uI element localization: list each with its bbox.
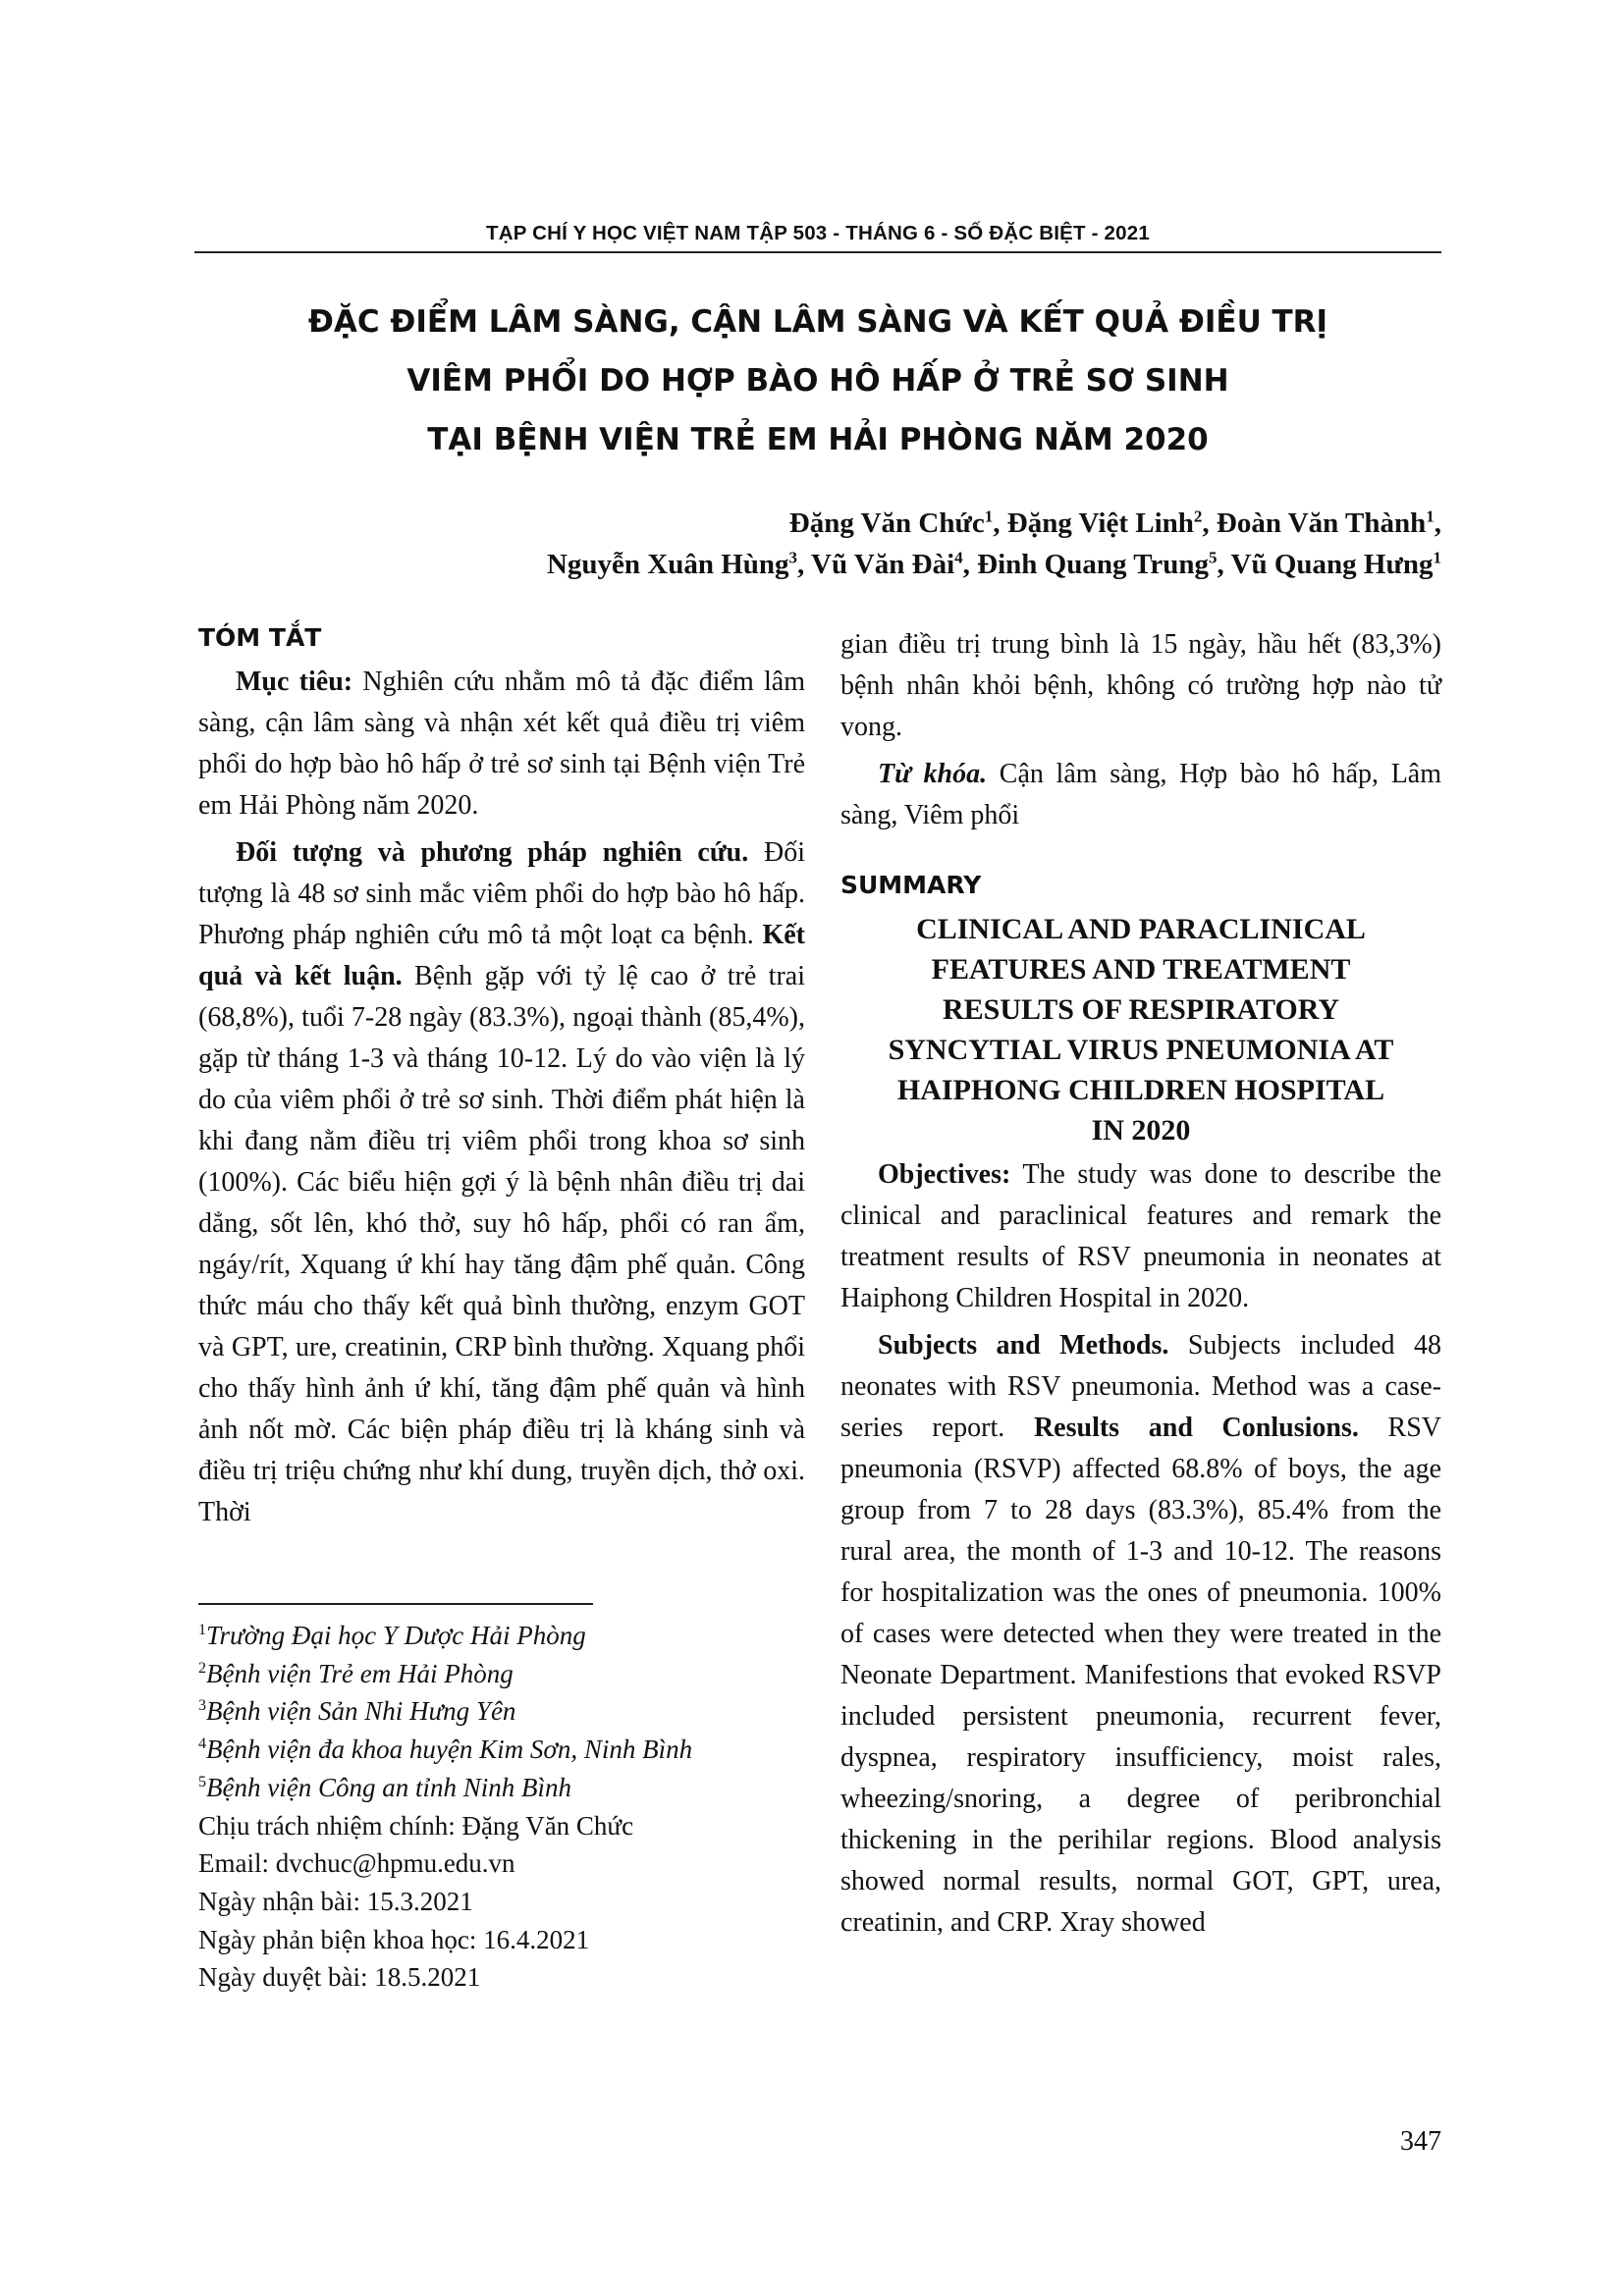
right-column bbox=[840, 624, 1441, 1944]
author-separator: , bbox=[993, 507, 1007, 539]
author-affiliation-mark: 1 bbox=[984, 507, 994, 526]
english-title-line: SYNCYTIAL VIRUS PNEUMONIA AT bbox=[888, 1034, 1394, 1066]
author-line bbox=[547, 503, 1441, 544]
english-title-line: IN 2020 bbox=[1091, 1114, 1191, 1147]
review-date: Ngày phản biện khoa học: 16.4.2021 bbox=[198, 1924, 590, 1954]
objectives-text: The study was done to describe the clinical and paraclinical features and remark the treatment results of RSV pneumonia in neonates at Haiphong Children Hospital in 2020. bbox=[840, 1159, 1441, 1313]
author-name: Đinh Quang Trung bbox=[977, 549, 1210, 580]
english-title-line: RESULTS OF RESPIRATORY bbox=[942, 993, 1340, 1026]
objectives-paragraph bbox=[840, 1154, 1441, 1319]
objective-label: Mục tiêu: bbox=[236, 667, 353, 697]
abstract-vietnamese bbox=[198, 622, 805, 1533]
english-title bbox=[840, 909, 1441, 1150]
affiliation-number: 4 bbox=[198, 1735, 206, 1753]
author-affiliation-mark: 1 bbox=[1433, 548, 1441, 567]
author-separator: , bbox=[1434, 507, 1441, 539]
author-affiliation-mark: 1 bbox=[1426, 507, 1435, 526]
summary-heading: SUMMARY bbox=[840, 871, 982, 899]
objective-paragraph bbox=[198, 662, 805, 827]
author-separator: , bbox=[797, 549, 812, 580]
affiliation-number: 2 bbox=[198, 1659, 206, 1677]
author-name: Vũ Văn Đài bbox=[811, 549, 955, 580]
author-affiliation-mark: 5 bbox=[1209, 548, 1218, 567]
accepted-date: Ngày duyệt bài: 18.5.2021 bbox=[198, 1962, 481, 1993]
footnote-rule bbox=[198, 1603, 593, 1605]
affiliation-number: 5 bbox=[198, 1773, 206, 1790]
running-header: TẠP CHÍ Y HỌC VIỆT NAM TẬP 503 - THÁNG 6 - SỐ ĐẶC BIỆT - 2021 bbox=[486, 222, 1150, 244]
affiliation-footnote bbox=[198, 1617, 805, 1655]
author-name: Đặng Văn Chức bbox=[788, 507, 985, 539]
author-name: Đặng Việt Linh bbox=[1006, 507, 1194, 539]
subjects-methods-text: Subjects included 48 neonates with RSV pneumonia. Method was a case-series report. bbox=[840, 1330, 1442, 1443]
affiliation-number: 3 bbox=[198, 1697, 206, 1715]
affiliation-name: Trường Đại học Y Dược Hải Phòng bbox=[206, 1621, 586, 1650]
author-name: Vũ Quang Hưng bbox=[1230, 549, 1434, 580]
affiliation-footnote bbox=[198, 1731, 805, 1769]
title-line: ĐẶC ĐIỂM LÂM SÀNG, CẬN LÂM SÀNG VÀ KẾT QUẢ ĐIỀU TRỊ bbox=[307, 304, 1328, 340]
affiliation-name: Bệnh viện Sản Nhi Hưng Yên bbox=[206, 1696, 516, 1727]
email-line: Email: dvchuc@hpmu.edu.vn bbox=[198, 1848, 515, 1879]
methods-results-paragraph bbox=[198, 832, 805, 1533]
author-list bbox=[547, 503, 1441, 585]
keywords-label: Từ khóa. bbox=[878, 759, 988, 789]
english-title-line: HAIPHONG CHILDREN HOSPITAL bbox=[896, 1074, 1385, 1106]
results-conclusions-label: Results and Conlusions. bbox=[1033, 1413, 1359, 1443]
title-line: TẠI BỆNH VIỆN TRẺ EM HẢI PHÒNG NĂM 2020 bbox=[427, 422, 1209, 457]
affiliation-name: Bệnh viện Công an tỉnh Ninh Bình bbox=[206, 1772, 571, 1802]
page-number: 347 bbox=[1400, 2126, 1441, 2157]
author-affiliation-mark: 3 bbox=[788, 548, 798, 567]
affiliation-name: Bệnh viện Trẻ em Hải Phòng bbox=[206, 1658, 514, 1688]
results-conclusions-text: RSV pneumonia (RSVP) affected 68.8% of boys, the age group from 7 to 28 days (83.3%), 85.4% from the rural area, the month of 1-3 and 10-12. The reasons for hospitalization was the ones of pneumonia. 100% of cases were detected when they were treated in the Neonate Department. Manifestions that evoked RSVP included persistent pneumonia, recurrent fever, dyspnea, respiratory insufficiency, moist rales, wheezing/snoring, a degree of peribronchial thickening in the perihilar regions. Blood analysis showed normal results, normal GOT, GPT, urea, creatinin, and CRP. Xray showed bbox=[840, 1413, 1441, 1938]
author-separator: , bbox=[962, 549, 978, 580]
keywords-paragraph bbox=[840, 754, 1441, 836]
results-label: Kết quả và kết luận. bbox=[198, 920, 805, 991]
objectives-label: Objectives: bbox=[878, 1159, 1011, 1190]
author-affiliation-mark: 2 bbox=[1193, 507, 1203, 526]
results-text-part1: Bệnh gặp với tỷ lệ cao ở trẻ trai (68,8%), tuổi 7-28 ngày (83.3%), ngoại thành (85,4%), gặp từ tháng 1-3 và tháng 10-12. Lý do vào viện là lý do của viêm phổi ở trẻ sơ sinh. Thời điểm phát hiện là khi đang nằm điều trị viêm phổi trong khoa sơ sinh (100%). Các biểu hiện gợi ý là bệnh nhân điều trị dai dẳng, sốt lên, khó thở, suy hô hấp, phổi có ran ẩm, ngáy/rít, Xquang ứ khí hay tăng đậm phế quản. Công thức máu cho thấy kết quả bình thường, enzym GOT và GPT, ure, creatinin, CRP bình thường. Xquang phổi cho thấy hình ảnh ứ khí, tăng đậm phế quản và hình ảnh nốt mờ. Các biện pháp điều trị là kháng sinh và điều trị triệu chứng như khí dung, truyền dịch, thở oxi. Thời bbox=[198, 961, 805, 1527]
author-affiliation-mark: 4 bbox=[954, 548, 963, 567]
methods-label: Đối tượng và phương pháp nghiên cứu. bbox=[236, 837, 749, 868]
objective-text: Nghiên cứu nhằm mô tả đặc điểm lâm sàng, cận lâm sàng và nhận xét kết quả điều trị viêm phổi do hợp bào hô hấp ở trẻ sơ sinh tại Bệnh viện Trẻ em Hải Phòng năm 2020. bbox=[198, 667, 805, 821]
affiliation-footnote bbox=[198, 1769, 805, 1807]
corresponding-author: Chịu trách nhiệm chính: Đặng Văn Chức bbox=[198, 1810, 634, 1841]
author-line bbox=[547, 544, 1441, 585]
affiliation-number: 1 bbox=[198, 1622, 206, 1638]
received-date: Ngày nhận bài: 15.3.2021 bbox=[198, 1886, 473, 1916]
results-text-part2: gian điều trị trung bình là 15 ngày, hầu hết (83,3%) bệnh nhân khỏi bệnh, không có trường hợp nào tử vong. bbox=[840, 629, 1441, 742]
methods-results-en-paragraph bbox=[840, 1325, 1441, 1944]
english-title-line: CLINICAL AND PARACLINICAL bbox=[916, 913, 1366, 945]
affiliation-footnote bbox=[198, 1692, 805, 1731]
affiliation-footnote bbox=[198, 1655, 805, 1693]
subjects-methods-label: Subjects and Methods. bbox=[878, 1330, 1169, 1361]
header-rule bbox=[194, 251, 1441, 253]
author-separator: , bbox=[1217, 549, 1231, 580]
methods-text: Đối tượng là 48 sơ sinh mắc viêm phổi do hợp bào hô hấp. Phương pháp nghiên cứu mô tả một loạt ca bệnh. bbox=[198, 837, 806, 950]
keywords-text: Cận lâm sàng, Hợp bào hô hấp, Lâm sàng, Viêm phổi bbox=[840, 759, 1442, 830]
author-name: Đoàn Văn Thành bbox=[1216, 507, 1427, 539]
author-name: Nguyễn Xuân Hùng bbox=[546, 549, 789, 580]
english-title-line: FEATURES AND TREATMENT bbox=[931, 953, 1351, 986]
title-line: VIÊM PHỔI DO HỢP BÀO HÔ HẤP Ở TRẺ SƠ SINH bbox=[406, 363, 1229, 399]
author-separator: , bbox=[1202, 507, 1217, 539]
affiliation-name: Bệnh viện đa khoa huyện Kim Sơn, Ninh Bình bbox=[206, 1735, 693, 1765]
footnotes bbox=[198, 1617, 805, 1997]
abstract-heading: TÓM TẮT bbox=[198, 623, 322, 652]
results-continuation bbox=[840, 624, 1441, 748]
article-title bbox=[194, 293, 1441, 469]
